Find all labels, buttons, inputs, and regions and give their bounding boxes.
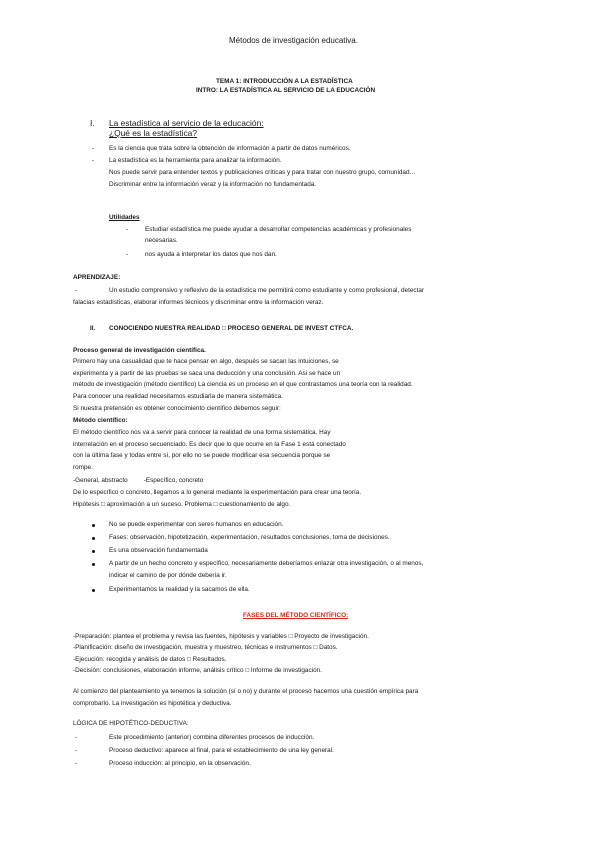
list-item: No se puede experimentar con seres humanos en educación. — [109, 521, 284, 528]
list-marker: - — [75, 287, 78, 294]
paragraph-line: Al comienzo del planteamiento ya tenemos la solución (sí o no) y durante el proceso hacemos una cuestión empírica para — [73, 688, 419, 695]
fase-item: -Preparación: plantea el problema y revisa las fuentes, hipótesis y variables □ Proyecto de investigación. — [73, 633, 369, 640]
paragraph-line: con la última fase y todas entre sí, por ello no se puede modificar esa secuencia porque se — [73, 452, 331, 459]
list-item-continuation: Nos puede servir para entender textos y publicaciones críticas y para tratar con nuestro grupo, comunidad… — [109, 169, 416, 176]
document-title: Métodos de investigación educativa. — [229, 36, 358, 45]
list-item: Experimentamos la realidad y la sacamos de ella. — [109, 586, 250, 593]
list-item-continuation: Discriminar entre la información veraz y la información no fundamentada. — [109, 181, 317, 188]
list-item: Estudiar estadística me puede ayudar a desarrollar competencias académicas y profesionales — [145, 226, 412, 233]
list-item: Proceso deductivo: aparece al final, para el establecimiento de una ley general. — [109, 747, 334, 754]
aprendizaje-text: falacias estadísticas, elaborar informes técnicos y discriminar entre la información veraz. — [73, 299, 324, 306]
paragraph-line: De lo específico o concreto, llegamos a lo general mediante la experimentación para crear una teoría. — [73, 489, 362, 496]
list-marker: - — [126, 226, 129, 233]
proceso-heading: Proceso general de investigación científica. — [73, 347, 206, 354]
section-1-numeral: I. — [90, 118, 95, 128]
list-item: Es la ciencia que trata sobre la obtención de información a partir de datos numéricos. — [109, 145, 351, 152]
bullet-dot — [92, 550, 95, 553]
topic-line-2: INTRO: LA ESTADÍSTICA AL SERVICIO DE LA EDUCACIÓN — [196, 87, 376, 94]
list-item: nos ayuda a interpretar los datos que nos dan. — [145, 251, 277, 258]
paragraph-line: -General, abstracto -Específico, concreto — [73, 477, 204, 484]
section-1-question: ¿Qué es la estadística? — [109, 128, 197, 138]
paragraph-line: interrelación en el proceso secuenciado. Es decir que lo que ocurre en la Fase 1 está conectado — [73, 441, 346, 448]
bullet-dot — [92, 563, 95, 566]
fase-item: -Ejecución: recogida y análisis de datos □ Resultados. — [73, 656, 227, 663]
bullet-dot — [92, 589, 95, 592]
list-item-continuation: necesarias. — [145, 237, 178, 244]
list-item: Fases: observación, hipotetización, experimentación, resultados conclusiones, toma de decisiones. — [109, 534, 390, 541]
fase-item: -Planificación: diseño de investigación, muestra y muestreo, técnicas e instrumentos □ Datos. — [73, 644, 338, 651]
list-item-continuation: indicar el camino de por dónde debería ir. — [109, 572, 227, 579]
list-marker: - — [75, 760, 78, 767]
bullet-dot — [92, 537, 95, 540]
paragraph-line: experimenta y a partir de las pruebas se saca una deducción y una conclusión. Asi se hace un — [73, 370, 341, 377]
section-2-numeral: II. — [90, 325, 96, 332]
paragraph-line: Primero hay una casualidad que te hace pensar en algo, después se sacan las intuiciones, se — [73, 358, 339, 365]
list-item: Este procedimiento (anterior) combina diferentes procesos de inducción. — [109, 734, 315, 741]
paragraph-line: Hipótesis □ aproximación a un suceso. Problema □ cuestionamiento de algo. — [73, 501, 291, 508]
list-marker: - — [92, 145, 95, 152]
section-1-heading: La estadística al servicio de la educación: — [109, 118, 264, 128]
topic-line-1: TEMA 1: INTRODUCCIÓN A LA ESTADÍSTICA — [216, 78, 353, 85]
list-marker: - — [126, 251, 129, 258]
utilidades-heading: Utilidades — [109, 214, 140, 221]
list-item: A partir de un hecho concreto y específico, necesariamente deberíamos enlazar otra investigación, o al menos, — [109, 560, 424, 567]
bullet-dot — [92, 524, 95, 527]
list-marker: - — [75, 734, 78, 741]
paragraph-line: El método científico nos va a servir para conocer la realidad de una forma sistemática. Hay — [73, 429, 331, 436]
aprendizaje-heading: APRENDIZAJE: — [73, 274, 121, 281]
paragraph-line: rompe. — [73, 464, 93, 471]
paragraph-line: Si nuestra pretensión es obtener conocimiento científico debemos seguir: — [73, 405, 281, 412]
list-item: La estadística es la herramienta para analizar la información. — [109, 157, 282, 164]
list-item: Proceso inducción: al principio, en la observación. — [109, 760, 251, 767]
section-2-heading: CONOCIENDO NUESTRA REALIDAD □ PROCESO GENERAL DE INVEST CTFCA. — [109, 325, 354, 332]
list-marker: - — [92, 157, 95, 164]
paragraph-line: Método científico: — [73, 417, 128, 424]
aprendizaje-text: Un estudio comprensivo y reflexivo de la estadística me permitirá como estudiante y como profesional, detectar — [109, 287, 425, 294]
paragraph-line: comprobarlo. La investigación es hipotética y deductiva. — [73, 700, 232, 707]
list-marker: - — [75, 747, 78, 754]
fase-item: -Decisión: conclusiones, elaboración informe, análisis crítico □ Informe de investigación. — [73, 667, 322, 674]
fases-heading: FASES DEL MÉTODO CIENTÍFICO: — [243, 612, 349, 619]
list-item: Es una observación fundamentada — [109, 547, 208, 554]
paragraph-line: método de investigación (método científico) La ciencia es un proceso en el que contrastamos una teoría con la realidad. — [73, 381, 413, 388]
logica-heading: LÓGICA DE HIPOTÉTICO-DEDUCTIVA: — [73, 720, 189, 727]
paragraph-line: Para conocer una realidad necesitamos estudiarla de manera sistemática. — [73, 393, 283, 400]
